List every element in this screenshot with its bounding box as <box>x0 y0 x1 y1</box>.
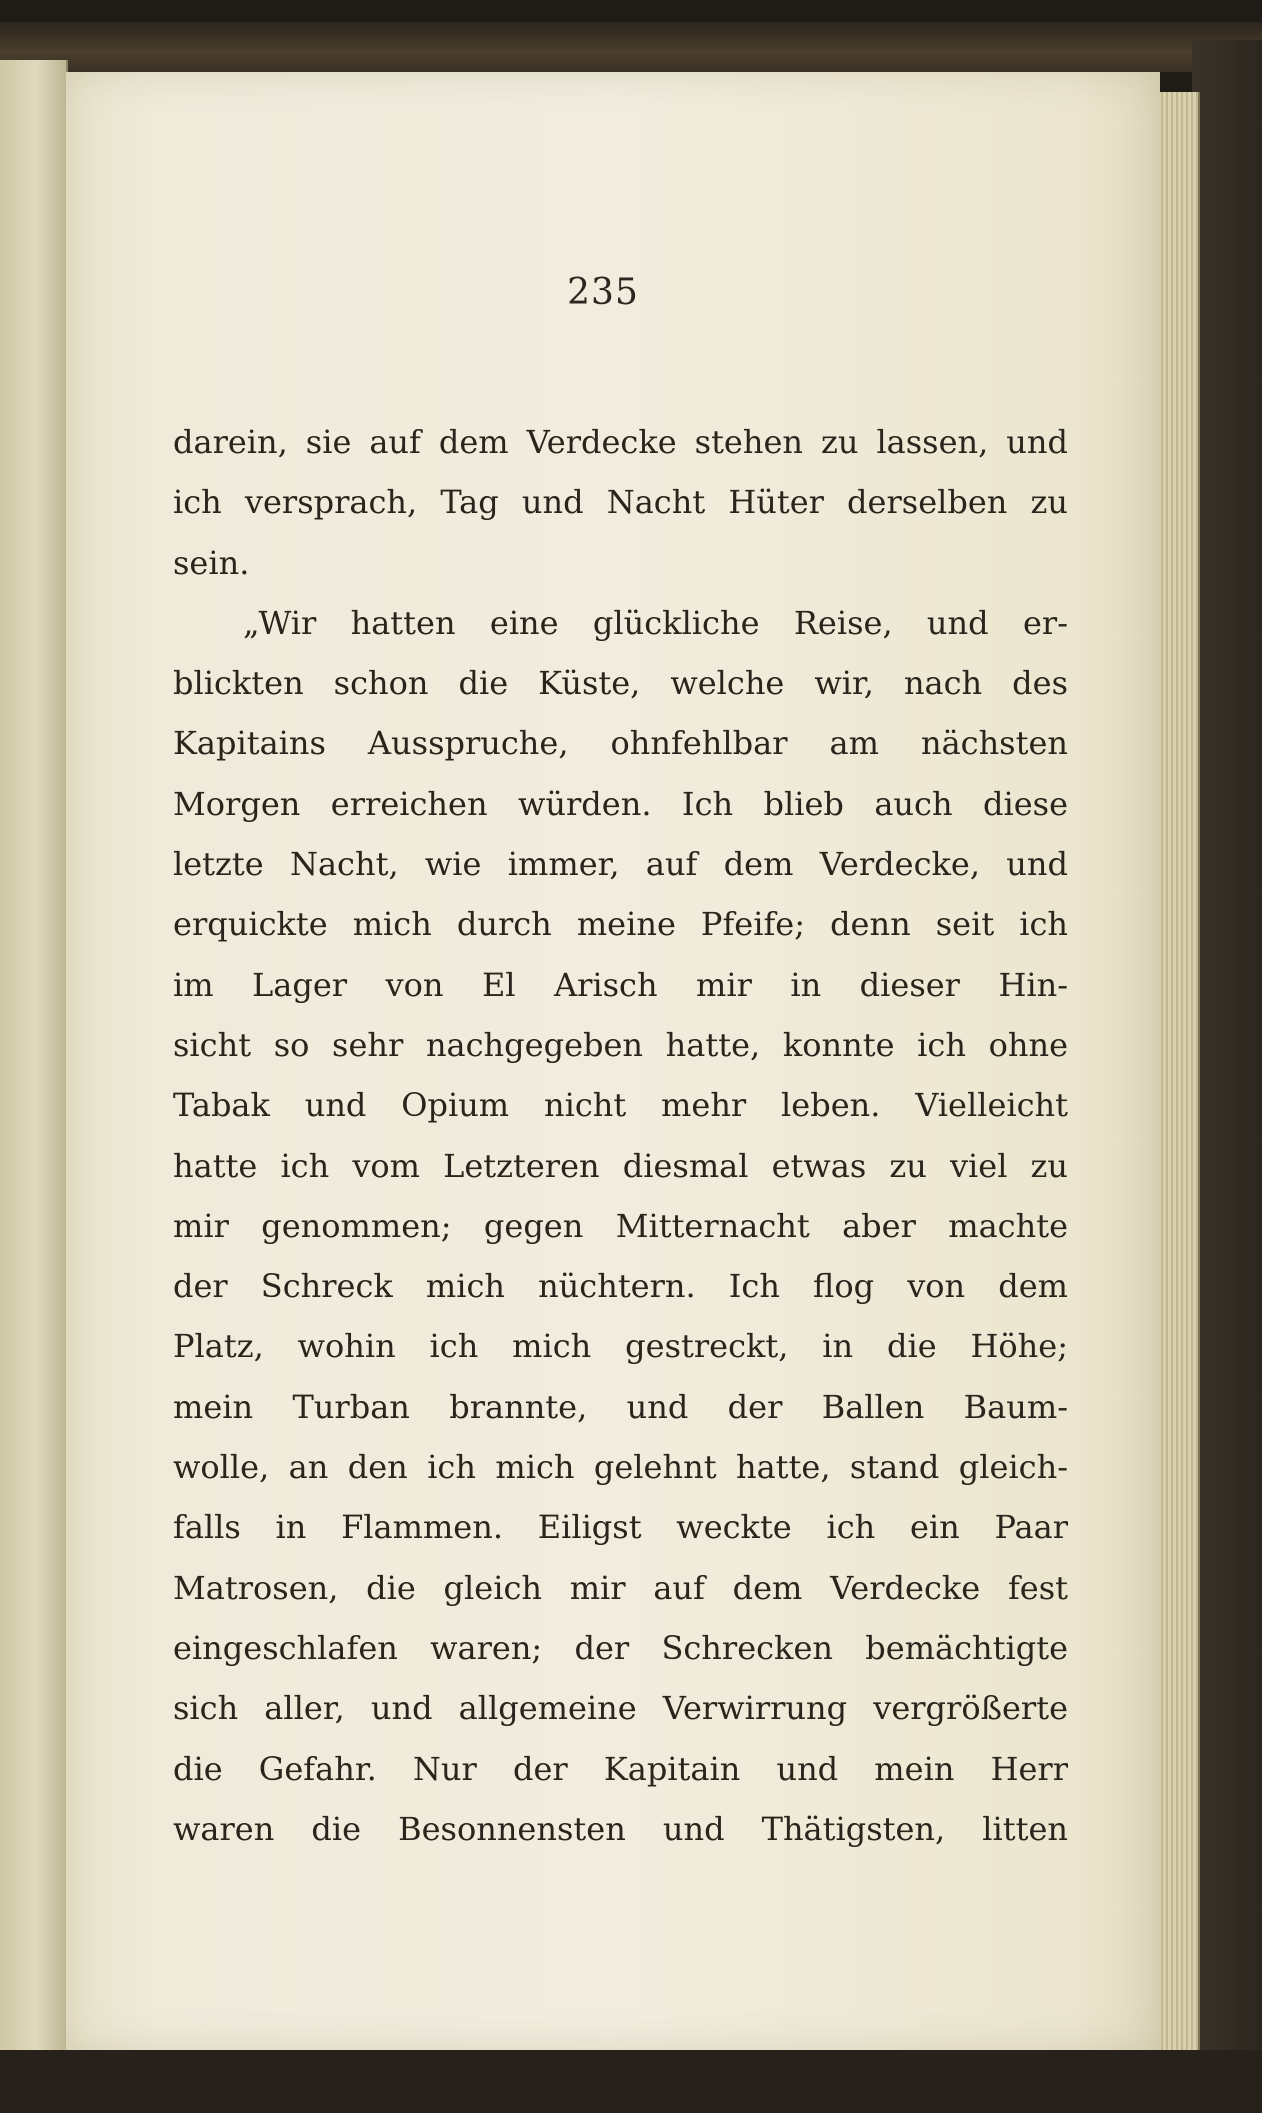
text-line: im Lager von El Arisch mir in dieser Hin- <box>173 965 1068 1004</box>
text-line: die Gefahr. Nur der Kapitain und mein Herr <box>173 1749 1068 1788</box>
text-line: Matrosen, die gleich mir auf dem Verdecke fest <box>173 1568 1068 1607</box>
text-line: der Schreck mich nüchtern. Ich flog von dem <box>173 1267 1068 1306</box>
text-line: wolle, an den ich mich gelehnt hatte, stand gleich- <box>173 1448 1068 1487</box>
text-line: sich aller, und allgemeine Verwirrung vergrößerte <box>173 1689 1068 1728</box>
text-line: sicht so sehr nachgegeben hatte, konnte ich ohne <box>173 1025 1068 1064</box>
text-line: „Wir hatten eine glückliche Reise, und er- <box>243 603 1068 642</box>
text-line: waren die Besonnensten und Thätigsten, litten <box>173 1809 1068 1848</box>
book-page <box>66 72 1160 2050</box>
text-line: eingeschlafen waren; der Schrecken bemächtigte <box>173 1628 1068 1667</box>
text-line: darein, sie auf dem Verdecke stehen zu lassen, und <box>173 423 1068 461</box>
page-number: 235 <box>567 272 639 313</box>
text-line: falls in Flammen. Eiligst weckte ich ein Paar <box>173 1508 1068 1547</box>
text-line: mir genommen; gegen Mitternacht aber machte <box>173 1206 1068 1245</box>
text-line: blickten schon die Küste, welche wir, nach des <box>173 664 1068 703</box>
facing-page-edge <box>0 60 68 2055</box>
book-cover-bottom-edge <box>0 2050 1262 2113</box>
page-stack-edge <box>1158 92 1200 2050</box>
text-line: ich versprach, Tag und Nacht Hüter derselben zu <box>173 483 1068 522</box>
text-line: Kapitains Ausspruche, ohnfehlbar am nächsten <box>173 724 1068 763</box>
page-body-text <box>173 412 1068 1859</box>
text-line: sein. <box>173 543 250 582</box>
text-line: Morgen erreichen würden. Ich blieb auch diese <box>173 784 1068 823</box>
text-line: erquickte mich durch meine Pfeife; denn seit ich <box>173 905 1068 944</box>
text-line: Tabak und Opium nicht mehr leben. Vielleicht <box>173 1086 1068 1125</box>
book-cover-right-edge <box>1192 40 1262 2090</box>
text-line: hatte ich vom Letzteren diesmal etwas zu viel zu <box>173 1146 1068 1185</box>
text-line: mein Turban brannte, und der Ballen Baum- <box>173 1387 1068 1426</box>
text-line: Platz, wohin ich mich gestreckt, in die Höhe; <box>173 1327 1068 1366</box>
text-line: letzte Nacht, wie immer, auf dem Verdecke, und <box>173 845 1068 884</box>
book-cover-top-edge <box>0 22 1262 72</box>
